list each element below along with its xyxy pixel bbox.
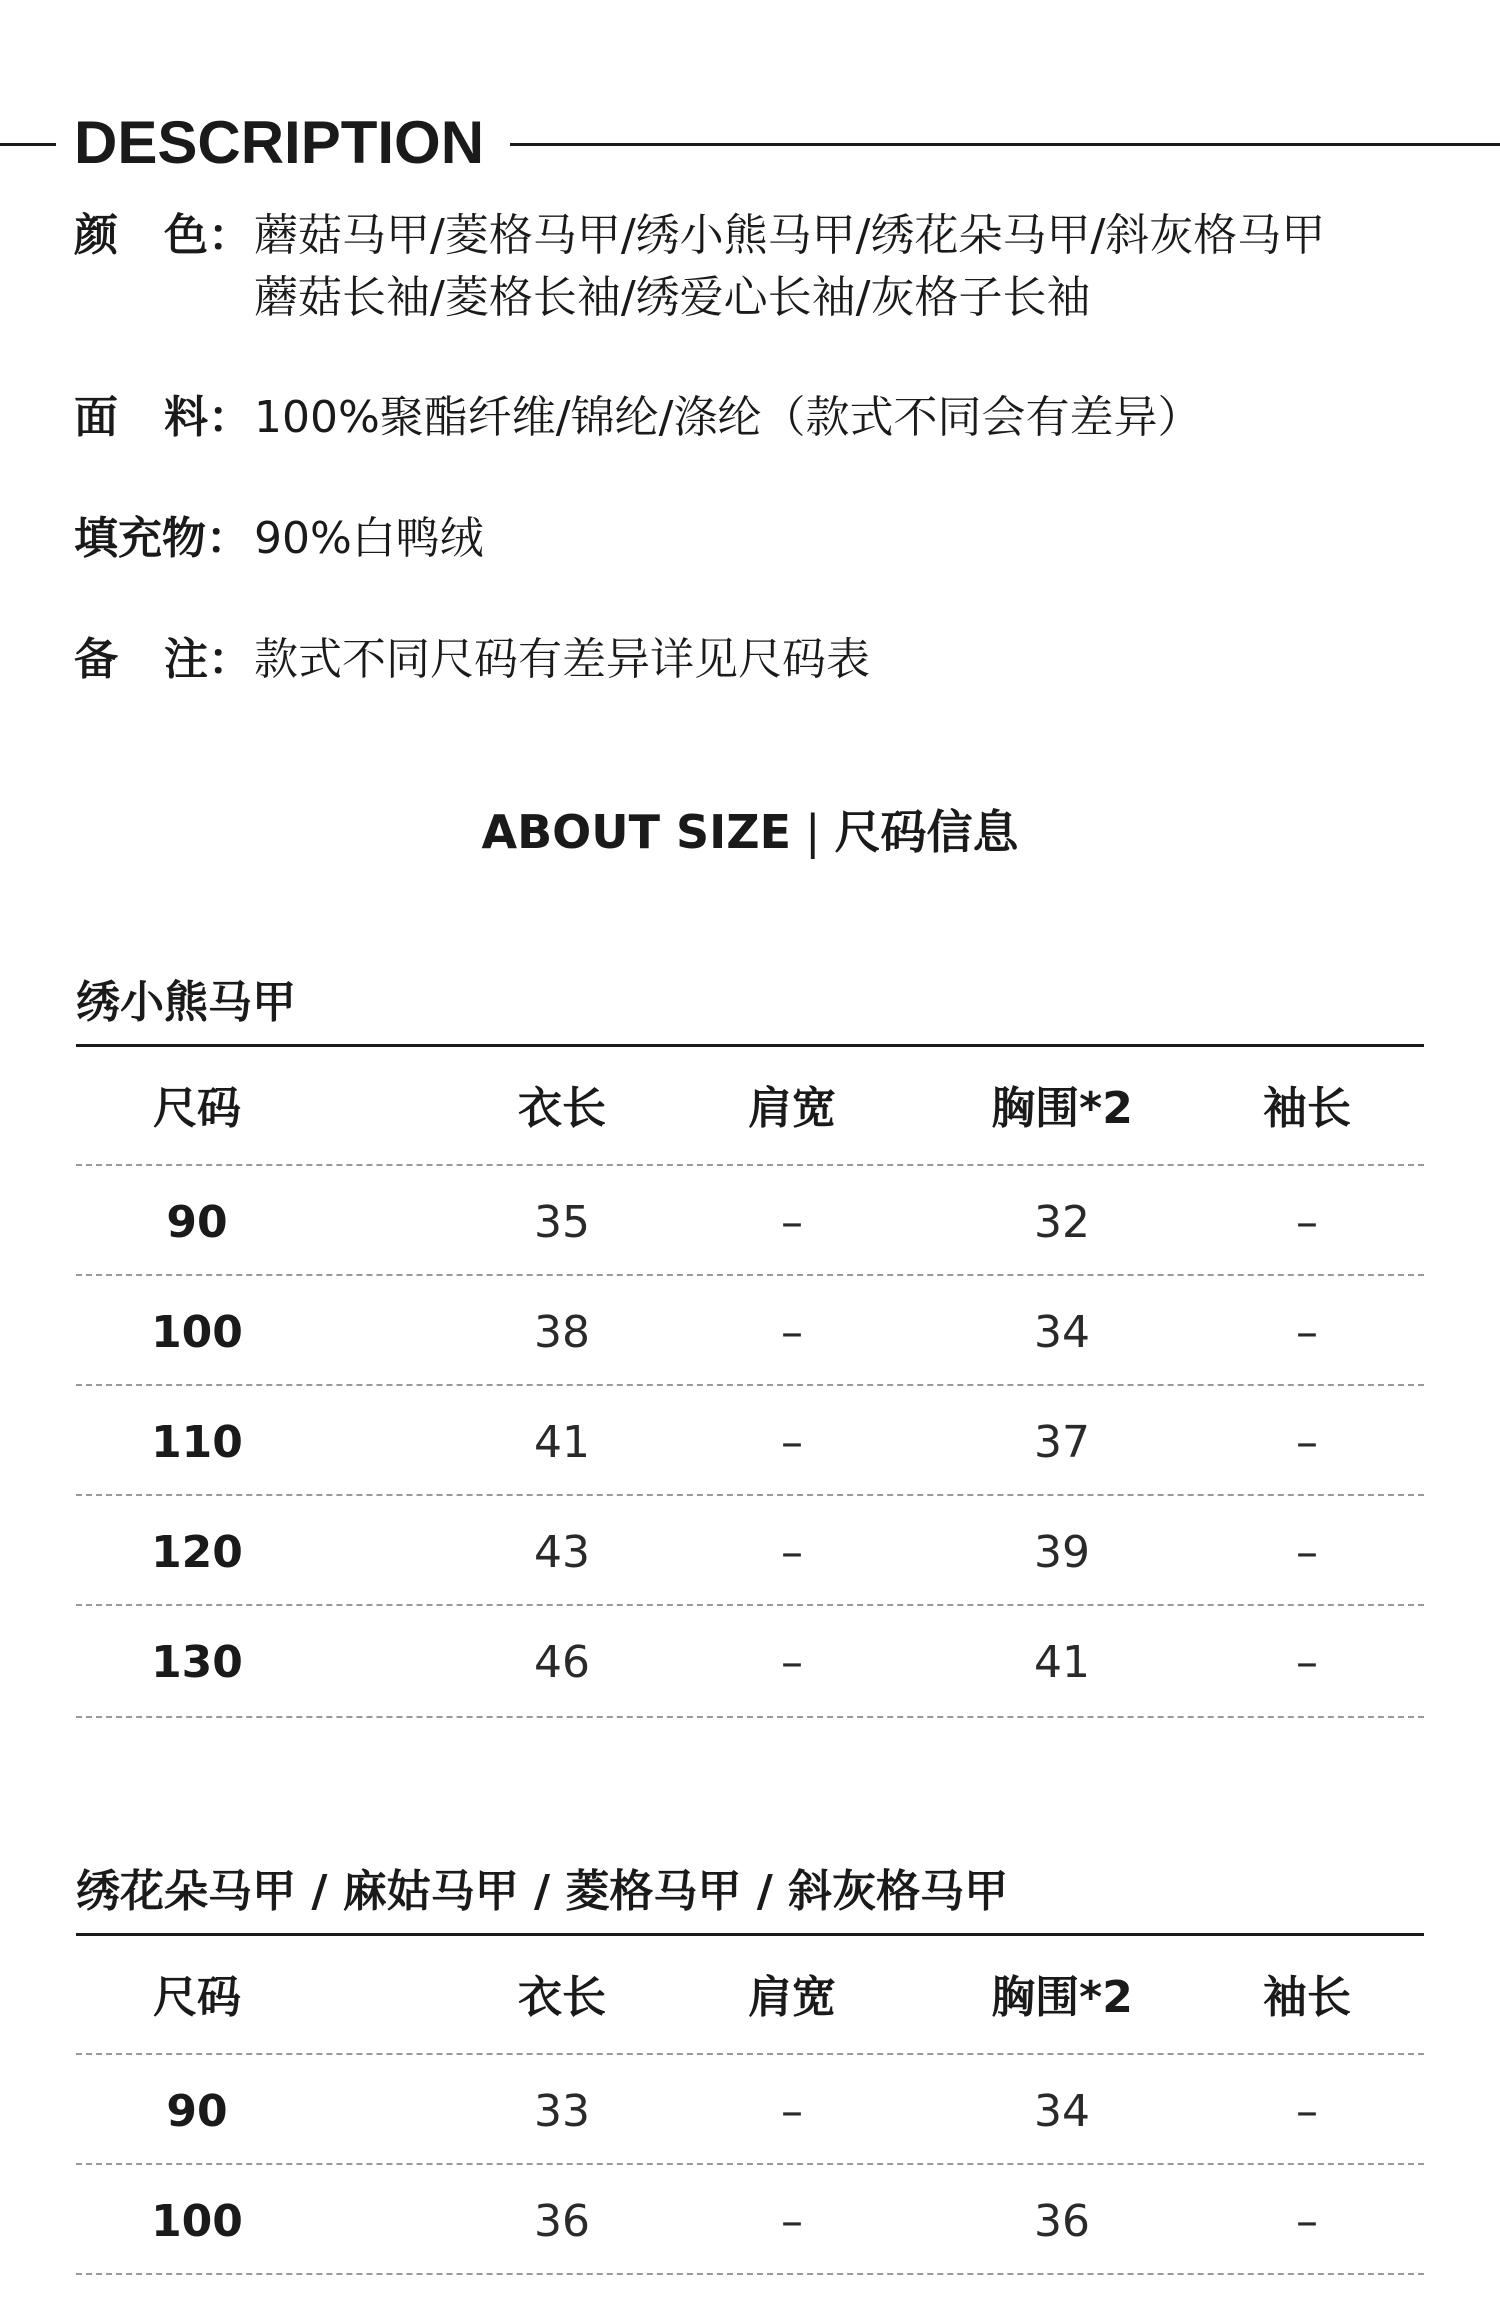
table-cell: 39 — [1034, 1527, 1090, 1578]
attr-filling-label — [74, 508, 254, 570]
table-cell: 110 — [151, 1417, 243, 1468]
table-cell: – — [781, 2196, 803, 2247]
table-1-divider — [76, 1274, 1424, 1276]
description-header — [0, 108, 1500, 178]
attr-fabric-label — [74, 387, 254, 449]
description-title: DESCRIPTION — [74, 109, 485, 176]
table-cell: – — [781, 1637, 803, 1688]
attr-fabric-label-b: 料： — [164, 392, 252, 443]
table-cell: 90 — [166, 1197, 228, 1248]
attr-note-label — [74, 629, 254, 691]
table-row — [76, 2057, 1424, 2167]
table-cell: 130 — [151, 1637, 243, 1688]
table-2-header-chest: 胸围*2 — [991, 1972, 1133, 2023]
attr-note-text: 款式不同尺码有差异详见尺码表 — [254, 634, 870, 685]
table-cell: 120 — [151, 1527, 243, 1578]
attr-filling-value — [254, 508, 1454, 570]
table-cell: – — [1296, 1307, 1318, 1358]
table-1-divider — [76, 1164, 1424, 1166]
table-cell: 100 — [151, 2196, 243, 2247]
table-row — [76, 2167, 1424, 2277]
table-cell: 46 — [534, 1637, 590, 1688]
table-2-top-rule — [76, 1933, 1424, 1936]
table-1-title: 绣小熊马甲 — [76, 977, 296, 1028]
table-cell: 35 — [534, 1197, 590, 1248]
table-cell: 32 — [1034, 1197, 1090, 1248]
attr-color-value — [254, 205, 1454, 329]
table-1-divider — [76, 1494, 1424, 1496]
table-cell: – — [781, 1307, 803, 1358]
table-cell: – — [781, 1527, 803, 1578]
table-cell: – — [1296, 1637, 1318, 1688]
table-row — [76, 1278, 1424, 1388]
table-cell: 41 — [1034, 1637, 1090, 1688]
table-cell: 38 — [534, 1307, 590, 1358]
attr-fabric-label-a: 面 — [74, 392, 118, 443]
table-cell: 34 — [1034, 2086, 1090, 2137]
table-2-divider — [76, 2273, 1424, 2275]
table-cell: – — [1296, 1417, 1318, 1468]
attr-color-label-a: 颜 — [74, 210, 118, 261]
table-2-divider — [76, 2053, 1424, 2055]
table-2-header-row — [76, 1943, 1424, 2053]
attr-fabric-value — [254, 387, 1454, 449]
about-size-zh: 尺码信息 — [834, 805, 1019, 859]
table-cell: 36 — [534, 2196, 590, 2247]
table-2-header-sleeve: 袖长 — [1263, 1972, 1351, 2023]
table-2-header-size: 尺码 — [153, 1972, 241, 2023]
attr-note-label-a: 备 — [74, 634, 118, 685]
attr-color-line-1: 蘑菇马甲/菱格马甲/绣小熊马甲/绣花朵马甲/斜灰格马甲 — [254, 210, 1326, 261]
table-cell: 34 — [1034, 1307, 1090, 1358]
table-row — [76, 1498, 1424, 1608]
attr-color-label-b: 色： — [164, 210, 252, 261]
about-size-heading — [0, 800, 1500, 864]
table-row — [76, 1388, 1424, 1498]
table-1-divider — [76, 1716, 1424, 1718]
attr-filling-label-text: 填充物： — [74, 513, 250, 564]
table-cell: 36 — [1034, 2196, 1090, 2247]
table-cell: 100 — [151, 1307, 243, 1358]
attr-note-value — [254, 629, 1454, 691]
table-2-header-shoulder: 肩宽 — [748, 1972, 836, 2023]
attr-note-label-b: 注： — [164, 634, 252, 685]
header-rule-left — [0, 143, 56, 146]
table-cell: – — [1296, 1527, 1318, 1578]
table-1-header-row — [76, 1054, 1424, 1164]
table-cell: – — [1296, 2196, 1318, 2247]
table-cell: 33 — [534, 2086, 590, 2137]
table-2-title: 绣花朵马甲 / 麻姑马甲 / 菱格马甲 / 斜灰格马甲 — [76, 1866, 1009, 1917]
attr-filling-text: 90%白鸭绒 — [254, 513, 484, 564]
table-1-header-chest: 胸围*2 — [991, 1083, 1133, 1134]
table-1-header-length: 衣长 — [518, 1083, 606, 1134]
table-1-header-sleeve: 袖长 — [1263, 1083, 1351, 1134]
table-1-divider — [76, 1384, 1424, 1386]
table-1-divider — [76, 1604, 1424, 1606]
header-rule-right — [510, 143, 1500, 146]
table-cell: 90 — [166, 2086, 228, 2137]
table-2-divider — [76, 2163, 1424, 2165]
table-cell: 41 — [534, 1417, 590, 1468]
table-1-header-shoulder: 肩宽 — [748, 1083, 836, 1134]
table-2-header-length: 衣长 — [518, 1972, 606, 2023]
table-cell: – — [1296, 2086, 1318, 2137]
table-cell: 37 — [1034, 1417, 1090, 1468]
table-cell: – — [781, 1197, 803, 1248]
table-cell: – — [1296, 1197, 1318, 1248]
about-size-en: ABOUT SIZE — [481, 805, 792, 859]
attr-color-line-2: 蘑菇长袖/菱格长袖/绣爱心长袖/灰格子长袖 — [254, 272, 1091, 323]
table-cell: – — [781, 2086, 803, 2137]
table-cell: – — [781, 1417, 803, 1468]
table-cell: 43 — [534, 1527, 590, 1578]
table-1-header-size: 尺码 — [153, 1083, 241, 1134]
table-1-top-rule — [76, 1044, 1424, 1047]
table-row — [76, 1608, 1424, 1718]
about-size-separator: | — [805, 805, 821, 859]
table-row — [76, 1168, 1424, 1278]
attr-fabric-text: 100%聚酯纤维/锦纶/涤纶（款式不同会有差异） — [254, 392, 1202, 443]
attr-color-label — [74, 205, 254, 267]
